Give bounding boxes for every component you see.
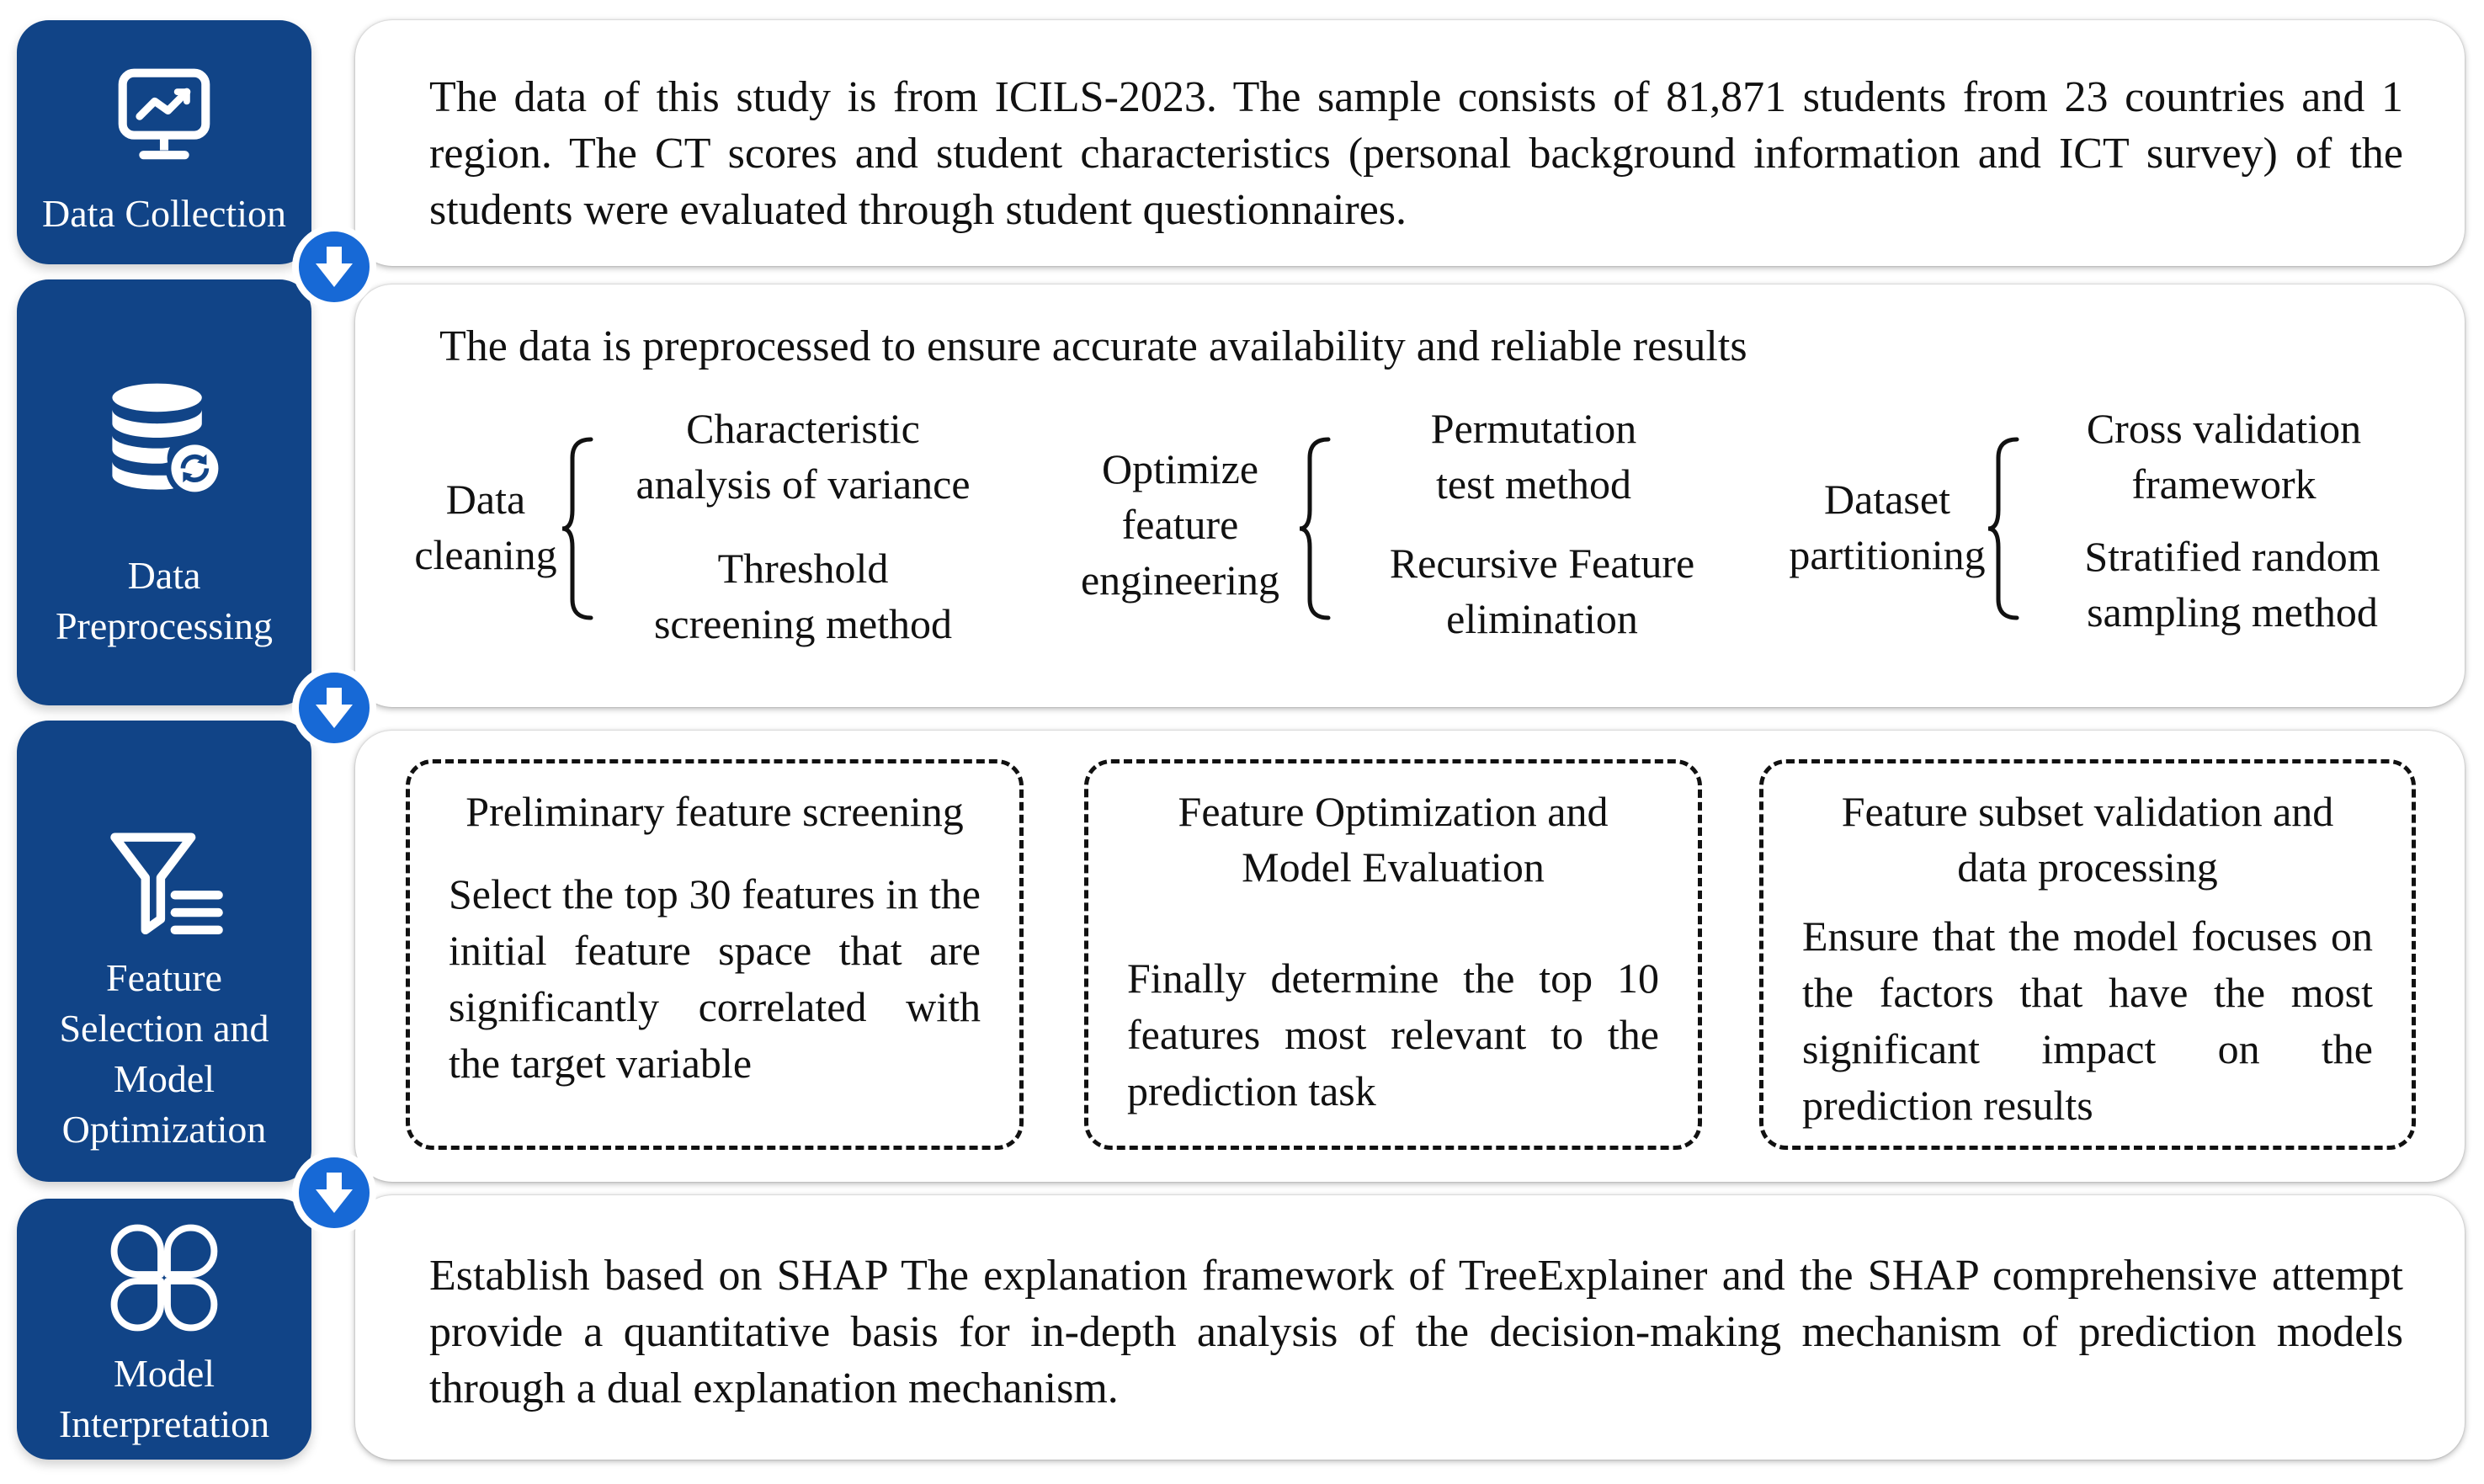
box-preliminary-feature-screening xyxy=(406,759,1024,1150)
box-body: Finally determine the top 10 features most relevant to the prediction task xyxy=(1127,955,1659,1114)
item-characteristic-anova: Characteristic analysis of variance xyxy=(636,405,971,508)
box-body: Select the top 30 features in the initial feature space that are significantly correlated with the target variable xyxy=(449,870,981,1087)
curly-brace-icon xyxy=(1296,436,1333,621)
curly-brace-icon xyxy=(1985,436,2022,621)
four-petal-icon xyxy=(109,1222,220,1333)
monitor-chart-icon xyxy=(117,67,211,162)
item-recursive-feature-elimination: Recursive Feature elimination xyxy=(1389,540,1695,642)
panel-data-preprocessing xyxy=(355,285,2465,707)
box-title: Feature Optimization and Model Evaluation xyxy=(1178,788,1609,891)
item-permutation-test: Permutation test method xyxy=(1430,405,1637,508)
item-stratified-random-sampling: Stratified random sampling method xyxy=(2084,533,2380,636)
panel-heading: The data is preprocessed to ensure accurate availability and reliable results xyxy=(439,322,1747,370)
group-label-data-cleaning: Data cleaning xyxy=(414,476,557,578)
item-threshold-screening: Threshold screening method xyxy=(653,545,953,647)
stage-label: Feature Selection and Model Optimization xyxy=(59,956,269,1151)
stage-label: Data Preprocessing xyxy=(55,554,274,647)
group-label-dataset-partitioning: Dataset partitioning xyxy=(1789,476,1986,578)
panel-data-collection xyxy=(355,20,2465,266)
box-body: Ensure that the model focuses on the factors that have the most significant impact on the prediction results xyxy=(1802,912,2373,1129)
stage-data-preprocessing xyxy=(17,279,311,705)
panel-text: Establish based on SHAP The explanation framework of TreeExplainer and the SHAP comprehensive attempt provide a quantitative basis for in-depth analysis of the decision-making mechanism of prediction models through a dual explanation mechanism. xyxy=(429,1252,2403,1412)
arrow-down-icon xyxy=(316,247,353,289)
box-title: Preliminary feature screening xyxy=(465,788,964,835)
box-feature-subset-validation xyxy=(1759,759,2416,1150)
box-feature-optimization xyxy=(1084,759,1702,1150)
stage-label: Model Interpretation xyxy=(58,1352,270,1445)
arrow-down-icon xyxy=(316,688,353,730)
arrow-down-icon xyxy=(316,1173,353,1215)
panel-model-interpretation xyxy=(355,1195,2465,1460)
flow-arrow xyxy=(292,225,376,309)
database-refresh-icon xyxy=(105,379,223,497)
stage-model-interpretation xyxy=(17,1199,311,1460)
stage-label: Data Collection xyxy=(42,192,286,235)
curly-brace-icon xyxy=(559,436,596,621)
item-cross-validation: Cross validation framework xyxy=(2086,405,2362,508)
box-title: Feature subset validation and data processing xyxy=(1841,788,2334,891)
flow-arrow xyxy=(292,1151,376,1235)
stage-data-collection xyxy=(17,20,311,264)
filter-list-icon xyxy=(109,832,227,941)
panel-text: The data of this study is from ICILS-2023. The sample consists of 81,871 students from 23 countries and 1 region. The CT scores and student characteristics (personal background information and ICT survey) of the students were evaluated through student questionnaires. xyxy=(429,73,2403,234)
stage-feature-selection xyxy=(17,721,311,1182)
group-label-optimize-feature-engineering: Optimize feature engineering xyxy=(1080,445,1279,604)
panel-feature-selection xyxy=(355,731,2465,1182)
flow-arrow xyxy=(292,666,376,750)
